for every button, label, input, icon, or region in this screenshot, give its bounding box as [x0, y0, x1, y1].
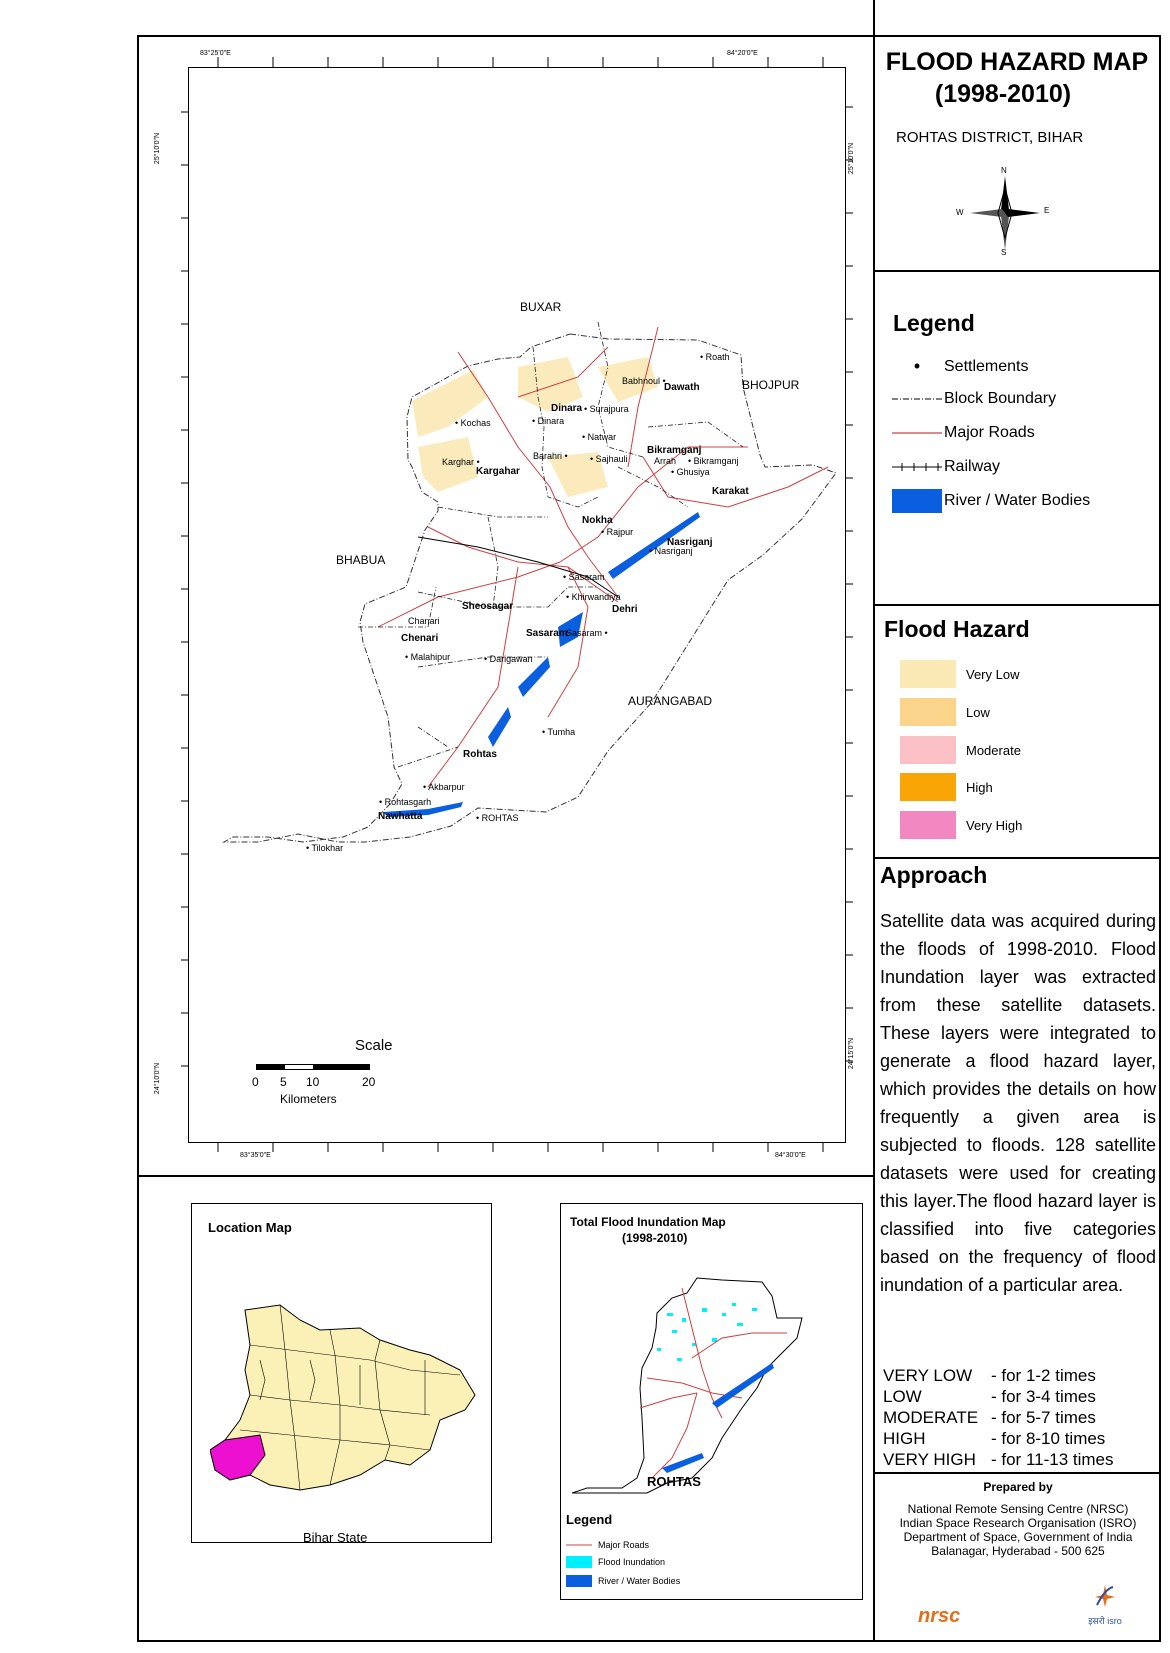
settlement: • Khirwandiya [566, 592, 621, 602]
settlement: • Roath [700, 352, 730, 362]
legend-divider [873, 604, 1161, 606]
map-title: FLOOD HAZARD MAP [885, 48, 1149, 76]
block-nasriganj: Nasriganj [667, 537, 713, 548]
inundation-legend-water: River / Water Bodies [566, 1575, 680, 1587]
neighbour-aurangabad: AURANGABAD [628, 694, 713, 708]
compass-s: S [1001, 248, 1007, 257]
scale-tick-10: 10 [306, 1075, 320, 1089]
hazard-divider [873, 857, 1161, 859]
district-boundary [224, 334, 836, 842]
settlement: Sasaram • [566, 628, 608, 638]
category-table [883, 1365, 1114, 1470]
category-row: HIGH - for 8-10 times [883, 1429, 1106, 1448]
settlement: Arrah [654, 456, 677, 466]
scale-unit: Kilometers [280, 1092, 337, 1106]
location-map-caption: Bihar State [303, 1530, 368, 1545]
cyan-box-icon [566, 1556, 592, 1568]
map-bottom-divider [137, 1175, 875, 1177]
block-dinara: Dinara [551, 403, 583, 414]
inundation-title: Total Flood Inundation Map [570, 1215, 726, 1229]
settlement: • Darigawan [484, 654, 533, 664]
settlement: • Ghusiya [671, 467, 710, 477]
coord-top-right: 84°20'0"E [727, 50, 758, 57]
scale-tick-5: 5 [280, 1075, 287, 1089]
red-line-icon [892, 428, 942, 438]
hazard-moderate: Moderate [900, 736, 1021, 764]
settlement: • ROHTAS [476, 813, 519, 823]
coord-left-bottom: 24°10'0"N [154, 1062, 162, 1095]
swatch-very-low [900, 660, 956, 688]
block-bikramganj: Bikramganj [647, 445, 702, 456]
compass-icon [960, 168, 1050, 258]
north-arrow [956, 166, 1050, 258]
isro-emblem-icon [1093, 1583, 1117, 1609]
inundation-map [572, 1268, 862, 1508]
blue-box-icon [892, 489, 942, 513]
hazard-very-high: Very High [900, 811, 1022, 839]
legend-water: River / Water Bodies [892, 489, 1090, 513]
settlement: • Tumha [542, 727, 576, 737]
coord-top-left: 83°25'0"E [200, 50, 231, 57]
category-row: VERY LOW - for 1-2 times [883, 1366, 1096, 1385]
flood-hazard-heading: Flood Hazard [884, 616, 1030, 642]
compass-n: N [1001, 166, 1007, 175]
swatch-high [900, 773, 956, 801]
compass-e: E [1044, 206, 1050, 215]
block-sheosagar: Sheosagar [462, 601, 514, 612]
settlement: • Akbarpur [423, 782, 465, 792]
approach-text: Satellite data was acquired during the floods of 1998-2010. Flood Inundation layer was extracted from these satellite datasets. These layers were integrated to generate a flood hazard layer, which provides the details on how frequently a given area is subjected to floods. 128 satellite datasets were used for creating this layer.The flood hazard layer is classified into five categories based on the frequency of flood inundation of a particular area. [880, 911, 1156, 1295]
settlement: Chanari [408, 616, 440, 626]
red-line-icon [566, 1542, 592, 1548]
settlement: • Surajpura [584, 404, 629, 414]
settlement: Karghar • [442, 457, 480, 467]
inundation-period: (1998-2010) [622, 1231, 688, 1245]
settlement: • Nasriganj [649, 546, 693, 556]
coord-bottom-left: 83°35'0"E [240, 1152, 271, 1159]
settlement: • Bikramganj [688, 456, 739, 466]
nrsc-logo: nrsc [918, 1605, 961, 1627]
prepared-divider [873, 1472, 1161, 1474]
prepared-by: Prepared by National Remote Sensing Centre (NRSC) Indian Space Research Organisation (ISRO) Department of Space, Government of India Balanagar, Hyderabad - 500 625 [899, 1480, 1137, 1558]
railway-line-icon [892, 461, 942, 473]
coord-right-top: 25°10'0"N [848, 142, 856, 175]
category-row: VERY HIGH - for 11-13 times [883, 1450, 1114, 1469]
location-map-title: Location Map [208, 1220, 292, 1235]
scale-tick-20: 20 [362, 1075, 376, 1089]
settlement: • Natwar [582, 432, 617, 442]
inundation-legend-roads: Major Roads [566, 1540, 649, 1550]
legend-block-boundary: Block Boundary [892, 390, 1056, 408]
neighbour-bhojpur: BHOJPUR [742, 378, 800, 392]
inundation-place: ROHTAS [647, 1474, 701, 1489]
legend-settlements: • Settlements [892, 356, 1028, 377]
settlement: • Dinara [532, 416, 565, 426]
legend-major-roads: Major Roads [892, 424, 1035, 442]
neighbour-bhabua: BHABUA [336, 553, 386, 567]
legend-railway: Railway [892, 458, 1000, 476]
legend-heading: Legend [893, 310, 975, 336]
district-subtitle: ROHTAS DISTRICT, BIHAR [896, 129, 1084, 146]
scale-title: Scale [355, 1037, 393, 1054]
settlement: • Rajpur [601, 527, 634, 537]
settlement: Babhnoul • [622, 376, 666, 386]
isro-logo: इसरो isro [1075, 1583, 1135, 1627]
category-row: LOW - for 3-4 times [883, 1387, 1096, 1406]
settlement: • Sajhauli [590, 454, 628, 464]
settlement: • Rohtasgarh [379, 797, 432, 807]
dash-dot-line-icon [892, 394, 942, 404]
block-nawhatta: Nawhatta [378, 811, 423, 822]
swatch-moderate [900, 736, 956, 764]
block-chenari: Chenari [401, 633, 439, 644]
bihar-state-map [210, 1300, 480, 1500]
block-karakat: Karakat [712, 486, 749, 497]
map-period: (1998-2010) [934, 80, 1072, 108]
inundation-legend-flood: Flood Inundation [566, 1556, 665, 1568]
blue-box-icon [566, 1575, 592, 1587]
swatch-low [900, 698, 956, 726]
coord-left-top: 25°10'0"N [154, 132, 162, 165]
top-divider [873, 0, 875, 1642]
block-dawath: Dawath [664, 382, 700, 393]
hazard-high: High [900, 773, 993, 801]
block-dehri: Dehri [612, 604, 638, 615]
neighbour-buxar: BUXAR [520, 300, 562, 314]
settlement: • Kochas [455, 418, 491, 428]
swatch-very-high [900, 811, 956, 839]
approach-heading: Approach [880, 862, 988, 888]
settlement: Barahri • [533, 451, 568, 461]
settlement: • Sasaram [563, 572, 605, 582]
inundation-legend-heading: Legend [566, 1512, 613, 1527]
title-divider [873, 270, 1161, 272]
coord-right-bottom: 24°15'0"N [848, 1037, 856, 1070]
block-kargahar: Kargahar [476, 466, 520, 477]
coord-bottom-right: 84°30'0"E [775, 1152, 806, 1159]
compass-w: W [956, 208, 964, 217]
hazard-very-low: Very Low [900, 660, 1019, 688]
category-row: MODERATE - for 5-7 times [883, 1408, 1096, 1427]
block-nokha: Nokha [582, 515, 613, 526]
scale-bar [256, 1064, 370, 1070]
block-sasaram: Sasaram [526, 628, 568, 639]
block-rohtas: Rohtas [463, 749, 497, 760]
dot-icon: • [913, 356, 921, 376]
district-map [188, 67, 846, 1143]
settlement: • Tilokhar [306, 843, 344, 853]
settlement: • Malahipur [405, 652, 451, 662]
hazard-low: Low [900, 698, 990, 726]
scale-tick-0: 0 [252, 1075, 259, 1089]
